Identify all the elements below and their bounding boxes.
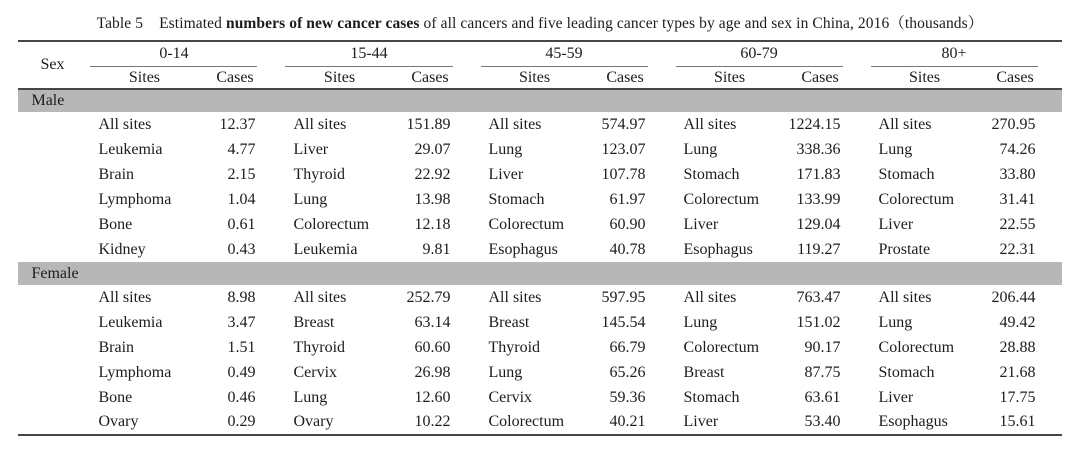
site-cell: All sites [98, 115, 152, 133]
cases-cell: 1224.15 [788, 115, 841, 133]
site-cell: Cervix [293, 363, 338, 381]
cases-cell: 10.22 [414, 413, 451, 430]
sex-column-spacer [18, 187, 86, 212]
cases-cell: 0.49 [227, 363, 256, 381]
site-cell: Breast [488, 313, 530, 331]
cases-cell: 151.89 [406, 115, 451, 133]
cases-cell: 59.36 [609, 388, 646, 406]
site-cell: Lung [293, 388, 328, 406]
site-cell: All sites [683, 288, 737, 306]
cases-cell: 87.75 [804, 363, 841, 381]
site-cell: Kidney [98, 240, 146, 258]
cases-cell: 63.14 [414, 313, 451, 331]
sites-column-header: Sites [128, 68, 161, 86]
site-cell: Lung [293, 190, 328, 208]
site-cell: Esophagus [488, 240, 558, 258]
cases-cell: 12.37 [219, 115, 256, 133]
site-cell: Leukemia [293, 240, 358, 258]
site-cell: Stomach [683, 165, 740, 183]
site-cell: Esophagus [878, 413, 948, 430]
cases-cell: 65.26 [609, 363, 646, 381]
site-cell: Colorectum [683, 338, 760, 356]
sex-column-spacer [18, 137, 86, 162]
cases-cell: 21.68 [999, 363, 1036, 381]
site-cell: Leukemia [98, 313, 163, 331]
site-cell: Bone [98, 388, 133, 406]
sex-column-header: Sex [40, 56, 65, 73]
sites-column-header: Sites [323, 68, 356, 86]
cases-cell: 8.98 [227, 288, 256, 306]
sites-column-header: Sites [908, 68, 941, 86]
cases-cell: 12.18 [414, 215, 451, 233]
sex-column-spacer [18, 285, 86, 310]
site-cell: Breast [683, 363, 725, 381]
site-cell: Liver [293, 140, 329, 158]
cases-cell: 53.40 [804, 413, 841, 430]
site-cell: Colorectum [488, 413, 565, 430]
site-cell: Colorectum [488, 215, 565, 233]
cases-cell: 129.04 [796, 215, 841, 233]
table-body [18, 89, 1061, 435]
table-caption [0, 0, 1080, 33]
sex-column-spacer [18, 112, 86, 137]
table-row [18, 360, 1061, 385]
site-cell: All sites [488, 115, 542, 133]
site-cell: Lymphoma [98, 190, 172, 208]
cases-column-header: Cases [606, 68, 644, 86]
site-cell: Ovary [98, 413, 139, 430]
sex-column-spacer [18, 162, 86, 187]
site-cell: Brain [98, 165, 135, 183]
sex-column-spacer [18, 212, 86, 237]
site-cell: Prostate [878, 240, 931, 258]
table-row [18, 137, 1061, 162]
sites-column-header: Sites [518, 68, 551, 86]
sex-column-spacer [18, 310, 86, 335]
site-cell: Esophagus [683, 240, 753, 258]
table-row [18, 410, 1061, 435]
site-cell: All sites [488, 288, 542, 306]
site-cell: Stomach [878, 165, 935, 183]
age-group-label: 80+ [871, 45, 1038, 67]
cases-cell: 1.51 [227, 338, 256, 356]
caption-bold-text: numbers of new cancer cases [225, 15, 420, 32]
cases-cell: 0.61 [227, 215, 256, 233]
cases-cell: 40.78 [609, 240, 646, 258]
cases-cell: 3.47 [227, 313, 256, 331]
site-cell: Cervix [488, 388, 533, 406]
cases-cell: 22.92 [414, 165, 451, 183]
site-cell: All sites [683, 115, 737, 133]
cases-cell: 28.88 [999, 338, 1036, 356]
site-cell: Lung [878, 140, 913, 158]
cases-column-header: Cases [216, 68, 254, 86]
cases-cell: 66.79 [609, 338, 646, 356]
cases-cell: 338.36 [796, 140, 841, 158]
sex-column-spacer [18, 385, 86, 410]
cases-cell: 0.43 [227, 240, 256, 258]
site-cell: Stomach [878, 363, 935, 381]
site-cell: Lung [878, 313, 913, 331]
cases-cell: 574.97 [601, 115, 646, 133]
cases-cell: 107.78 [601, 165, 646, 183]
site-cell: Ovary [293, 413, 334, 430]
cases-cell: 9.81 [422, 240, 451, 258]
cases-cell: 12.60 [414, 388, 451, 406]
cases-cell: 0.29 [227, 413, 256, 430]
age-group-header-row [18, 41, 1061, 67]
cancer-cases-table [18, 40, 1061, 436]
table-row [18, 285, 1061, 310]
table-row [18, 335, 1061, 360]
site-cell: Stomach [488, 190, 545, 208]
site-cell: All sites [98, 288, 152, 306]
caption-text-after-bold: of all cancers and five leading cancer types by age and sex in China, 2016（thousands） [419, 15, 984, 32]
site-cell: Thyroid [293, 338, 346, 356]
site-cell: Breast [293, 313, 335, 331]
age-group-label: 0-14 [90, 45, 257, 67]
site-cell: Thyroid [293, 165, 346, 183]
cases-cell: 206.44 [991, 288, 1036, 306]
subheader-row [18, 67, 1061, 89]
table-row [18, 237, 1061, 262]
site-cell: All sites [878, 115, 932, 133]
site-cell: Lung [488, 140, 523, 158]
cases-cell: 763.47 [796, 288, 841, 306]
site-cell: Bone [98, 215, 133, 233]
cases-cell: 15.61 [999, 413, 1036, 430]
cases-cell: 26.98 [414, 363, 451, 381]
cases-cell: 74.26 [999, 140, 1036, 158]
cases-cell: 63.61 [804, 388, 841, 406]
site-cell: Liver [488, 165, 524, 183]
site-cell: Brain [98, 338, 135, 356]
age-group-header-15-44 [281, 41, 476, 67]
table-row [18, 112, 1061, 137]
table-row [18, 187, 1061, 212]
sex-band-label: Male [18, 89, 1061, 112]
cases-cell: 4.77 [227, 140, 256, 158]
sex-column-spacer [18, 237, 86, 262]
table-row [18, 385, 1061, 410]
table-header [18, 41, 1061, 89]
site-cell: Liver [683, 413, 719, 430]
table-row [18, 162, 1061, 187]
cases-cell: 1.04 [227, 190, 256, 208]
cases-cell: 49.42 [999, 313, 1036, 331]
table-row [18, 310, 1061, 335]
cases-cell: 40.21 [609, 413, 646, 430]
cases-cell: 31.41 [999, 190, 1036, 208]
cases-cell: 597.95 [601, 288, 646, 306]
cases-cell: 33.80 [999, 165, 1036, 183]
cases-cell: 145.54 [601, 313, 646, 331]
cases-column-header: Cases [411, 68, 449, 86]
cases-cell: 0.46 [227, 388, 256, 406]
sex-band-row [18, 262, 1061, 285]
sex-column-spacer [18, 410, 86, 435]
cases-cell: 90.17 [804, 338, 841, 356]
cases-cell: 119.27 [797, 240, 841, 258]
site-cell: Stomach [683, 388, 740, 406]
site-cell: Thyroid [488, 338, 541, 356]
age-group-header-80plus [867, 41, 1062, 67]
cases-column-header: Cases [801, 68, 839, 86]
site-cell: Lymphoma [98, 363, 172, 381]
age-group-header-0-14 [86, 41, 281, 67]
site-cell: Leukemia [98, 140, 163, 158]
cases-cell: 270.95 [991, 115, 1036, 133]
cases-cell: 61.97 [609, 190, 646, 208]
cases-cell: 22.55 [999, 215, 1036, 233]
site-cell: All sites [878, 288, 932, 306]
sex-column-spacer [18, 360, 86, 385]
age-group-label: 15-44 [285, 45, 452, 67]
site-cell: Colorectum [293, 215, 370, 233]
sites-column-header: Sites [713, 68, 746, 86]
cases-cell: 22.31 [999, 240, 1036, 258]
age-group-header-45-59 [477, 41, 672, 67]
sex-band-label: Female [18, 262, 1061, 285]
table-row [18, 212, 1061, 237]
cases-cell: 171.83 [796, 165, 841, 183]
age-group-header-60-79 [672, 41, 867, 67]
site-cell: Liver [878, 215, 914, 233]
cases-cell: 252.79 [406, 288, 451, 306]
cases-cell: 29.07 [414, 140, 451, 158]
cases-column-header: Cases [996, 68, 1034, 86]
cases-cell: 123.07 [601, 140, 646, 158]
cases-cell: 17.75 [999, 388, 1036, 406]
age-group-label: 45-59 [481, 45, 648, 67]
sex-band-row [18, 89, 1061, 112]
site-cell: Lung [488, 363, 523, 381]
age-group-label: 60-79 [676, 45, 843, 67]
cases-cell: 133.99 [796, 190, 841, 208]
cases-cell: 2.15 [227, 165, 256, 183]
caption-text-before-bold: Estimated [159, 15, 226, 32]
site-cell: Lung [683, 140, 718, 158]
cases-cell: 60.90 [609, 215, 646, 233]
table-number: Table 5 [96, 15, 144, 32]
site-cell: Colorectum [878, 190, 955, 208]
site-cell: All sites [293, 115, 347, 133]
cases-cell: 151.02 [796, 313, 841, 331]
site-cell: Colorectum [878, 338, 955, 356]
sex-column-spacer [18, 335, 86, 360]
cases-cell: 13.98 [414, 190, 451, 208]
site-cell: All sites [293, 288, 347, 306]
site-cell: Lung [683, 313, 718, 331]
site-cell: Liver [683, 215, 719, 233]
site-cell: Liver [878, 388, 914, 406]
site-cell: Colorectum [683, 190, 760, 208]
cases-cell: 60.60 [414, 338, 451, 356]
